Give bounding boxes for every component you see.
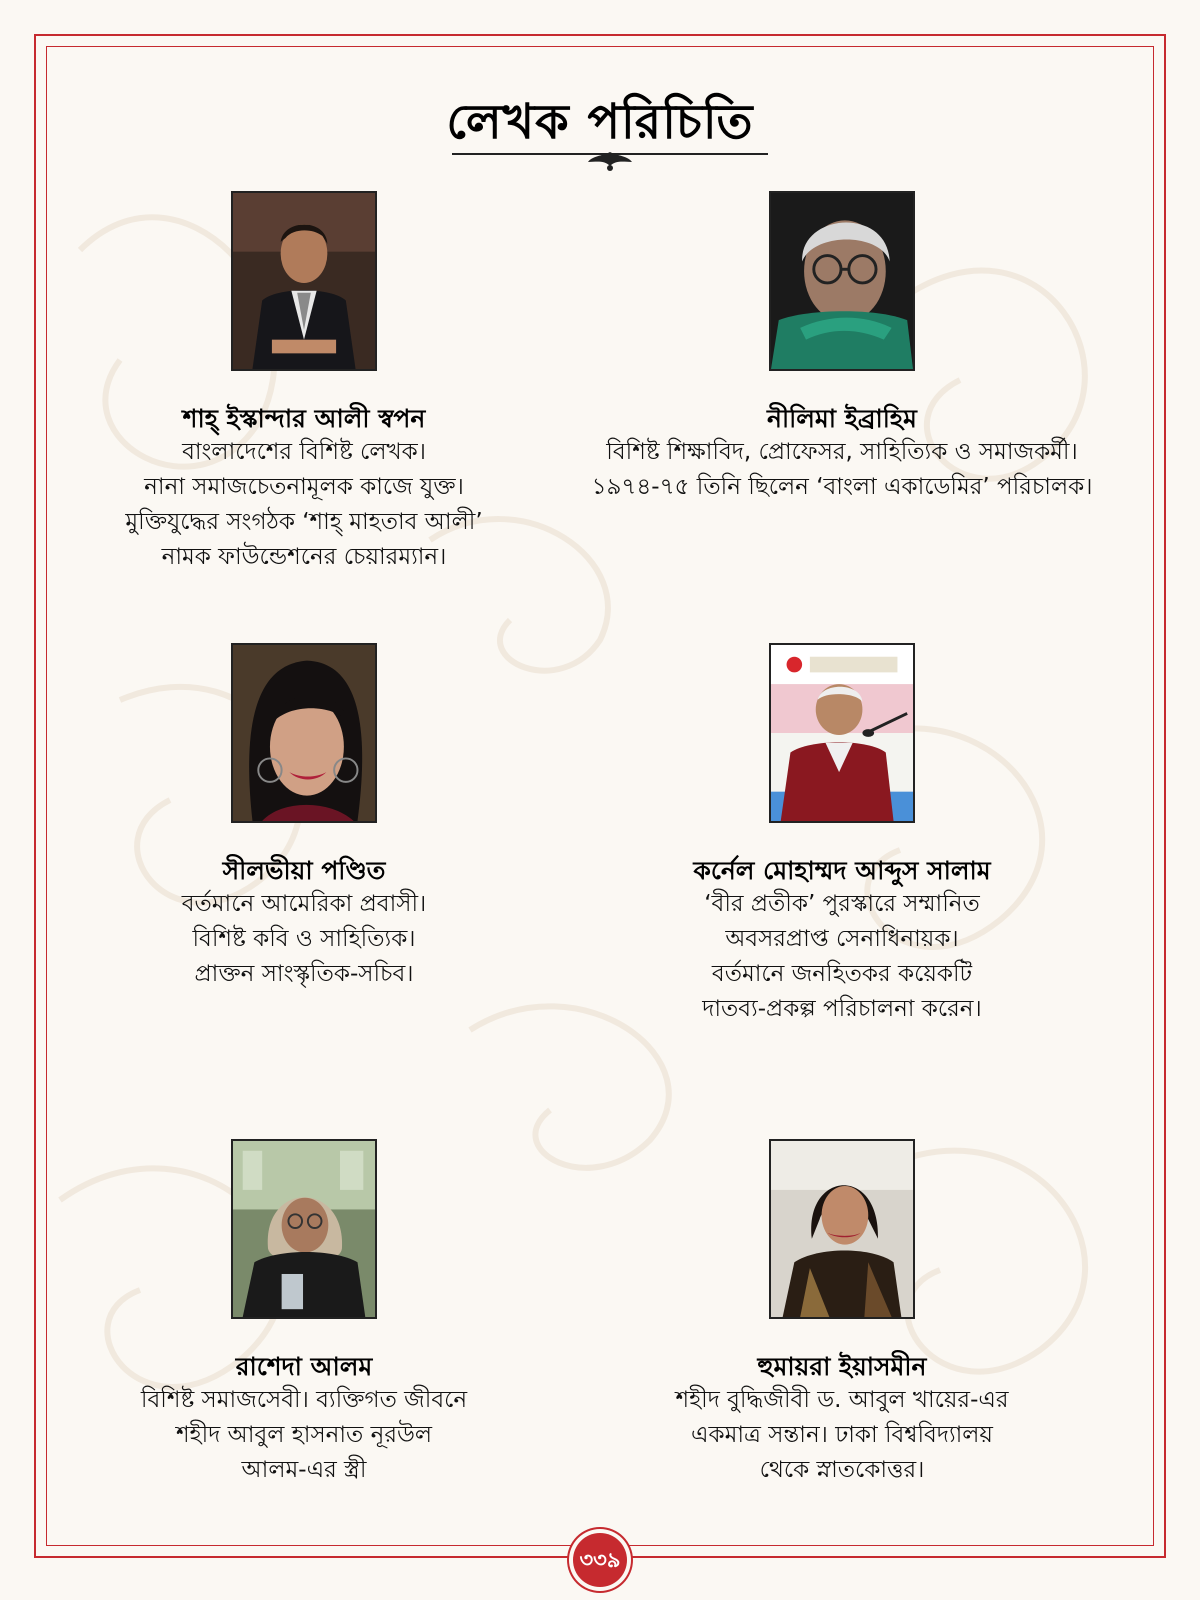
author-photo	[769, 1139, 915, 1319]
author-name: রাশেদা আলম	[235, 1352, 373, 1381]
author-card-1	[24, 191, 584, 575]
author-card-3	[24, 643, 584, 992]
page-title: লেখক পরিচিতি	[446, 94, 754, 150]
page-number-badge: ৩৩৯	[573, 1533, 627, 1587]
author-card-5	[24, 1139, 584, 1488]
author-bio-line: ‘বীর প্রতীক’ পুরস্কারে সম্মানিত	[704, 891, 980, 917]
author-card-4	[562, 643, 1122, 1027]
author-bio-line: নানা সমাজচেতনামূলক কাজে যুক্ত।	[144, 474, 464, 500]
author-name: নীলিমা ইব্রাহিম	[767, 404, 917, 433]
author-bio-line: দাতব্য-প্রকল্প পরিচালনা করেন।	[702, 996, 982, 1022]
author-bio-line: থেকে স্নাতকোত্তর।	[759, 1457, 925, 1483]
author-bio-line: শহীদ বুদ্ধিজীবী ড. আবুল খায়ের-এর	[675, 1387, 1009, 1413]
author-bio-line: বিশিষ্ট সমাজসেবী। ব্যক্তিগত জীবনে	[140, 1387, 468, 1413]
author-card-6	[562, 1139, 1122, 1488]
author-card-2	[562, 191, 1122, 505]
author-photo	[231, 643, 377, 823]
author-photo	[231, 191, 377, 371]
author-bio-line: নামক ফাউন্ডেশনের চেয়ারম্যান।	[161, 544, 447, 570]
author-bio-line: ১৯৭৪-৭৫ তিনি ছিলেন ‘বাংলা একাডেমির’ পরিচালক।	[591, 474, 1093, 500]
author-bio-line: বর্তমানে আমেরিকা প্রবাসী।	[181, 891, 427, 917]
author-name: শাহ্‌ ইস্কান্দার আলী স্বপন	[182, 404, 426, 433]
author-name: সীলভীয়া পণ্ডিত	[222, 856, 386, 885]
author-name: কর্নেল মোহাম্মদ আব্দুস সালাম	[693, 856, 991, 885]
author-bio-line: বিশিষ্ট কবি ও সাহিত্যিক।	[192, 926, 416, 952]
author-bio-line: একমাত্র সন্তান। ঢাকা বিশ্ববিদ্যালয়	[691, 1422, 993, 1448]
author-photo	[769, 643, 915, 823]
author-photo	[231, 1139, 377, 1319]
title-ornament-divider	[452, 148, 768, 172]
author-photo	[769, 191, 915, 371]
author-bio-line: মুক্তিযুদ্ধের সংগঠক ‘শাহ্‌ মাহতাব আলী’	[125, 509, 483, 535]
author-bio-line: বর্তমানে জনহিতকর কয়েকটি	[711, 961, 973, 987]
author-bio-line: শহীদ আবুল হাসনাত নূরউল	[175, 1422, 433, 1448]
author-name: হুমায়রা ইয়াসমীন	[757, 1352, 927, 1381]
author-bio-line: প্রাক্তন সাংস্কৃতিক-সচিব।	[194, 961, 414, 987]
author-bio-line: বিশিষ্ট শিক্ষাবিদ, প্রোফেসর, সাহিত্যিক ও সমাজকর্মী।	[606, 439, 1078, 465]
author-bio-line: বাংলাদেশের বিশিষ্ট লেখক।	[182, 439, 426, 465]
author-bio-line: অবসরপ্রাপ্ত সেনাধিনায়ক।	[725, 926, 959, 952]
author-bio-line: আলম-এর স্ত্রী	[241, 1457, 367, 1483]
